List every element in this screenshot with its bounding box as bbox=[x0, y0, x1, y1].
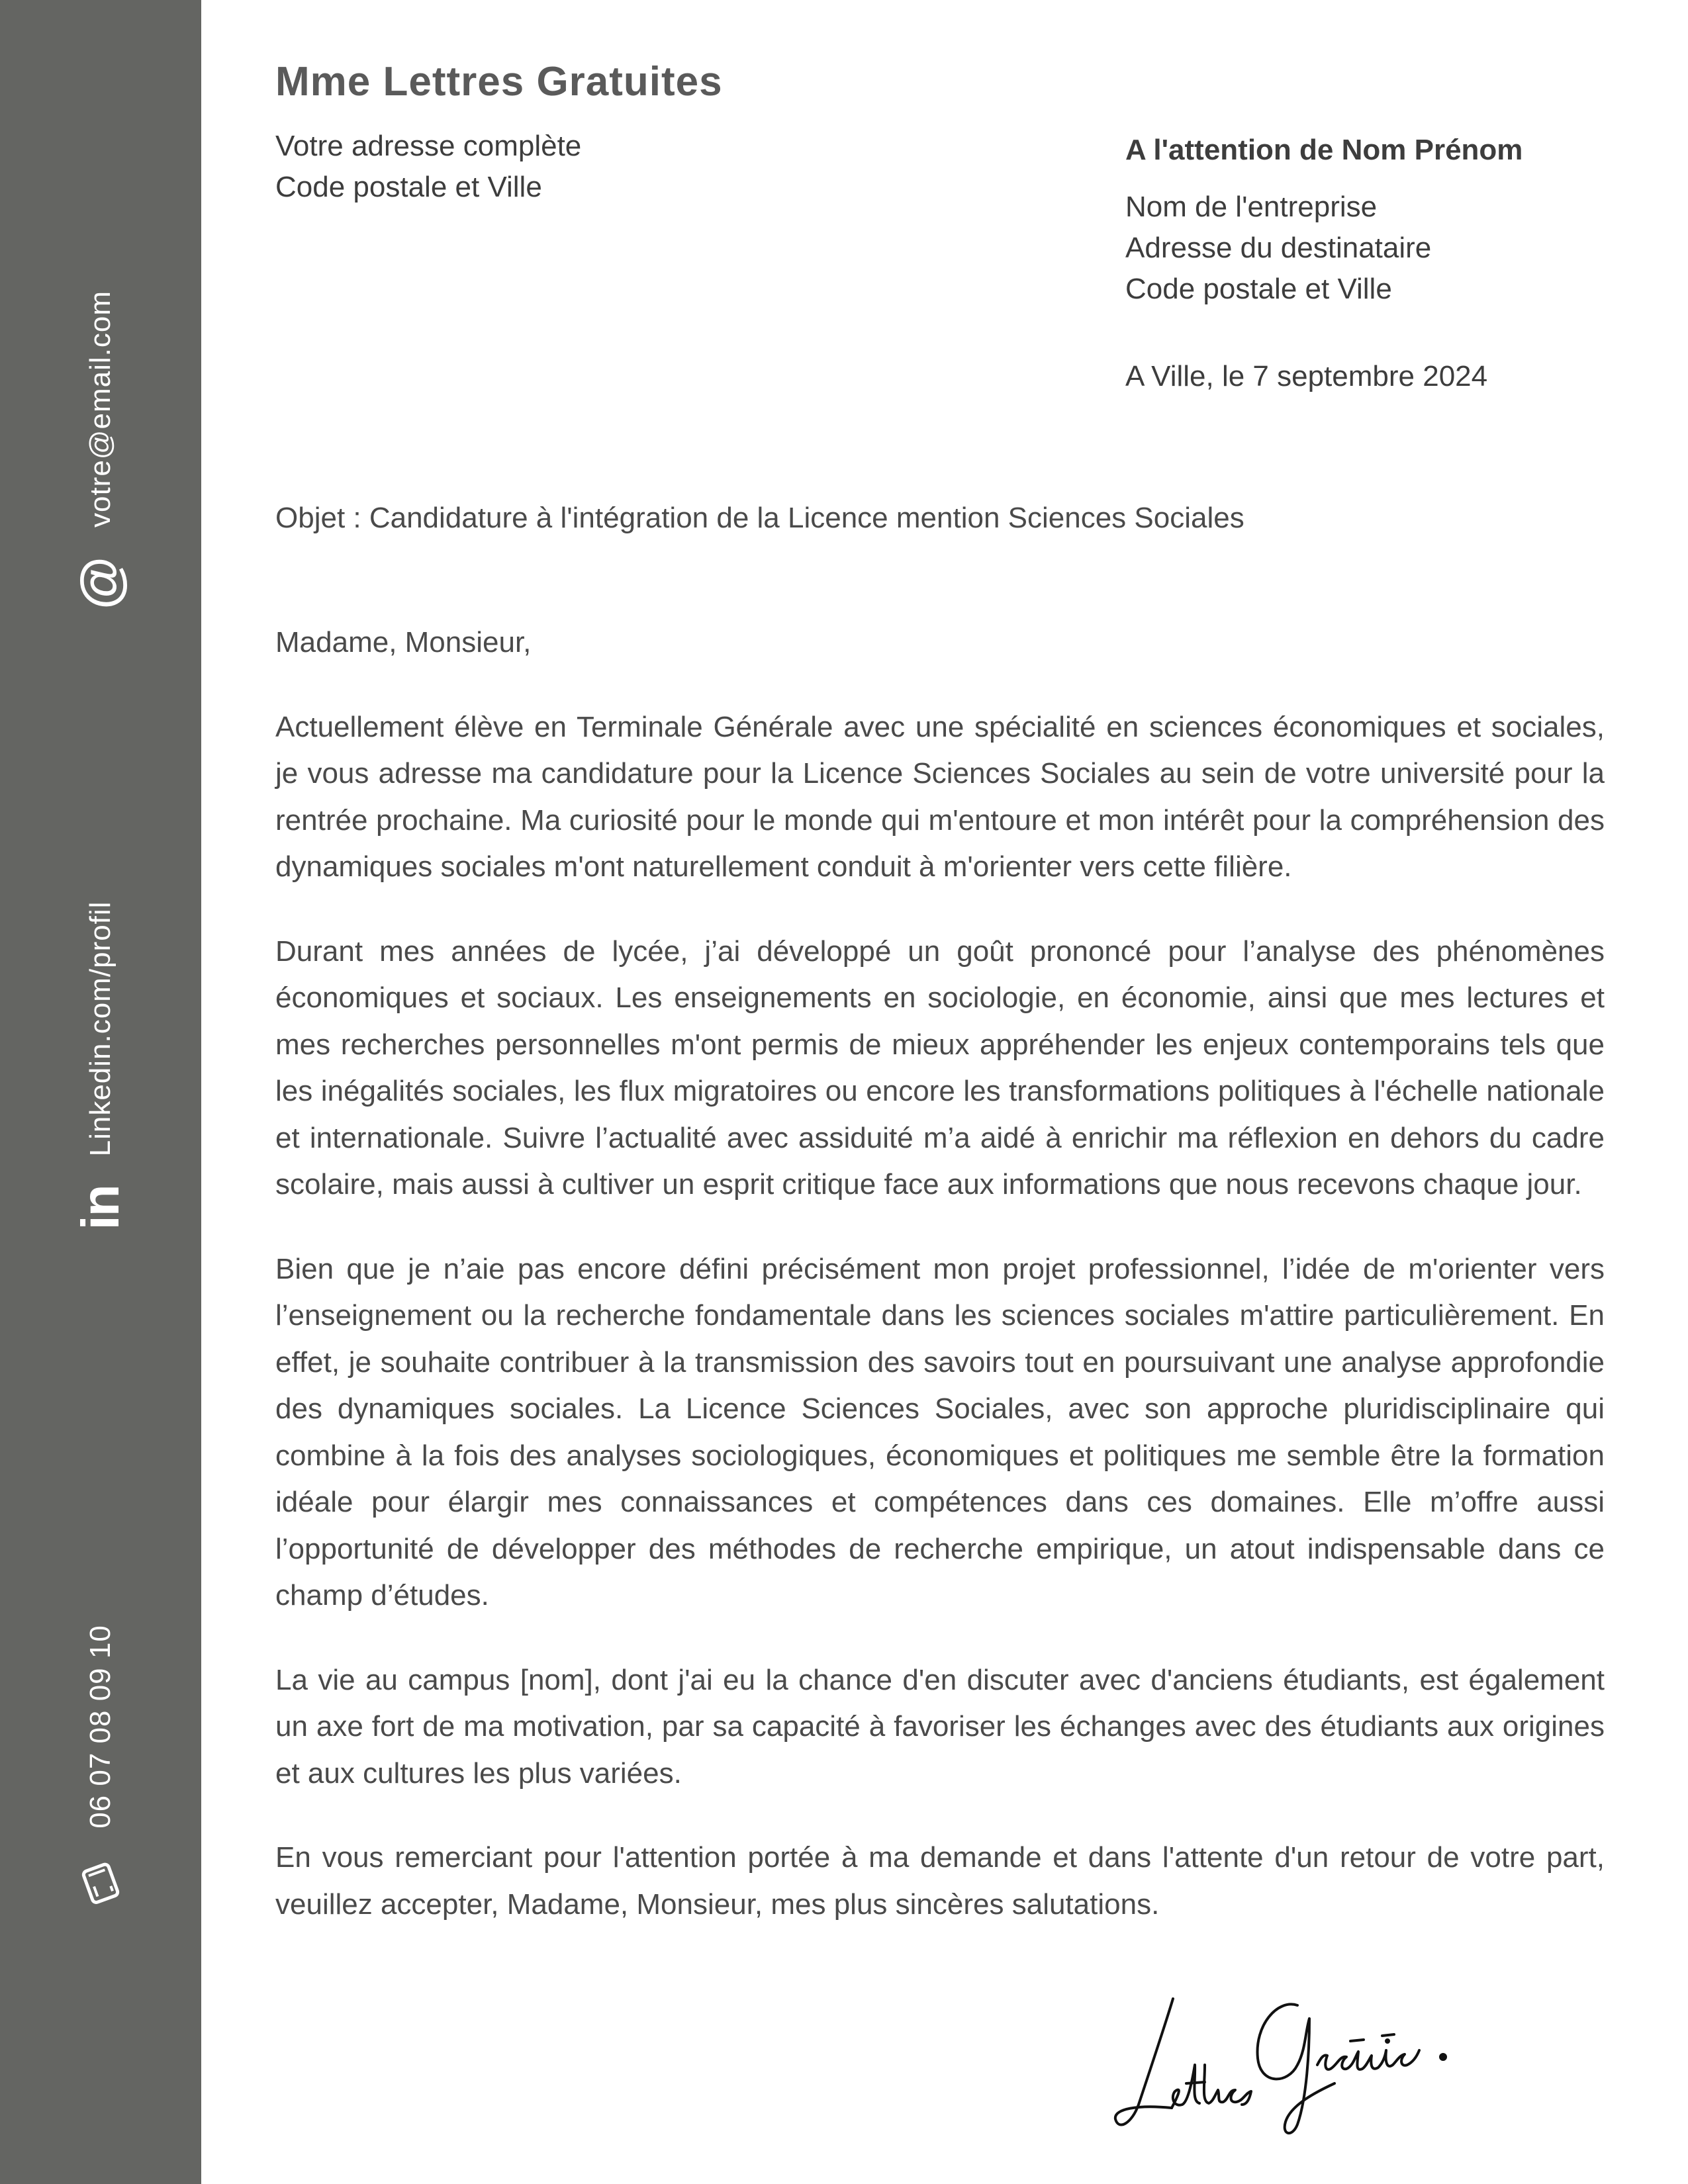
linkedin-text[interactable]: Linkedin.com/profil bbox=[84, 901, 117, 1157]
sender-name: Mme Lettres Gratuites bbox=[275, 59, 723, 105]
body-paragraph: Bien que je n’aie pas encore défini précisément mon projet professionnel, l’idée de m'orienter vers l’enseignement ou la recherche fondamentale dans les sciences sociales m'attire particulièrement. En effet, je souhaite contribuer à la transmission des savoirs tout en poursuivant une analyse approfondie des dynamiques sociales. La Licence Sciences Sociales, avec son approche pluridisciplinaire qui combine à la fois des analyses sociologiques, économiques et politiques me semble être la formation idéale pour élargir mes connaissances et compétences dans ces domaines. Elle m’offre aussi l’opportunité de développer des méthodes de recherche empirique, un atout indispensable dans ce champ d’études. bbox=[275, 1252, 1605, 1612]
letter-subject: Objet : Candidature à l'intégration de la Licence mention Sciences Sociales bbox=[275, 502, 1244, 534]
sender-city-line: Code postale et Ville bbox=[275, 171, 542, 203]
recipient-city: Code postale et Ville bbox=[1125, 273, 1392, 305]
recipient-company: Nom de l'entreprise bbox=[1125, 191, 1378, 223]
phone-text[interactable]: 06 07 08 09 10 bbox=[84, 1625, 117, 1829]
letter-body bbox=[275, 619, 1605, 1966]
sender-address bbox=[275, 126, 581, 208]
body-paragraph: La vie au campus [nom], dont j'ai eu la chance d'en discuter avec d'anciens étudiants, est également un axe fort de ma motivation, par sa capacité à favoriser les échanges avec des étudiants aux origines et aux cultures les plus variées. bbox=[275, 1663, 1605, 1790]
email-text[interactable]: votre@email.com bbox=[84, 291, 117, 528]
closing-paragraph: En vous remerciant pour l'attention portée à ma demande et dans l'attente d'un retour de votre part, veuillez accepter, Madame, Monsieur, mes plus sincères salutations. bbox=[275, 1841, 1605, 1921]
recipient-attention: A l'attention de Nom Prénom bbox=[1125, 134, 1523, 166]
recipient-address: Adresse du destinataire bbox=[1125, 232, 1432, 264]
body-paragraph: Durant mes années de lycée, j’ai développé un goût prononcé pour l’analyse des phénomènes économiques et sociaux. Les enseignements en sociologie, en économie, ainsi que mes lectures et mes recherches personnelles m'ont permis de mieux appréhender les enjeux contemporains tels que les inégalités sociales, les flux migratoires ou encore les transformations politiques à l'échelle nationale et internationale. Suivre l’actualité avec assiduité m’a aidé à enrichir ma réflexion en dehors du cadre scolaire, mais aussi à cultiver un esprit critique face aux informations que nous recevons chaque jour. bbox=[275, 934, 1605, 1201]
body-paragraph: Actuellement élève en Terminale Générale avec une spécialité en sciences économiques et sociales, je vous adresse ma candidature pour la Licence Sciences Sociales au sein de votre université pour la rentrée prochaine. Ma curiosité pour le monde qui m'entoure et mon intérêt pour la compréhension des dynamiques sociales m'ont naturellement conduit à m'orienter vers cette filière. bbox=[275, 710, 1605, 883]
linkedin-icon: in bbox=[71, 1185, 130, 1230]
sender-address-line: Votre adresse complète bbox=[275, 130, 582, 162]
signature-drawing bbox=[1099, 1972, 1483, 2144]
salutation: Madame, Monsieur, bbox=[275, 626, 532, 659]
letter-date: A Ville, le 7 septembre 2024 bbox=[1125, 360, 1488, 392]
at-icon: @ bbox=[70, 557, 130, 610]
recipient-block bbox=[1125, 130, 1523, 310]
handwritten-signature bbox=[1099, 1972, 1483, 2144]
